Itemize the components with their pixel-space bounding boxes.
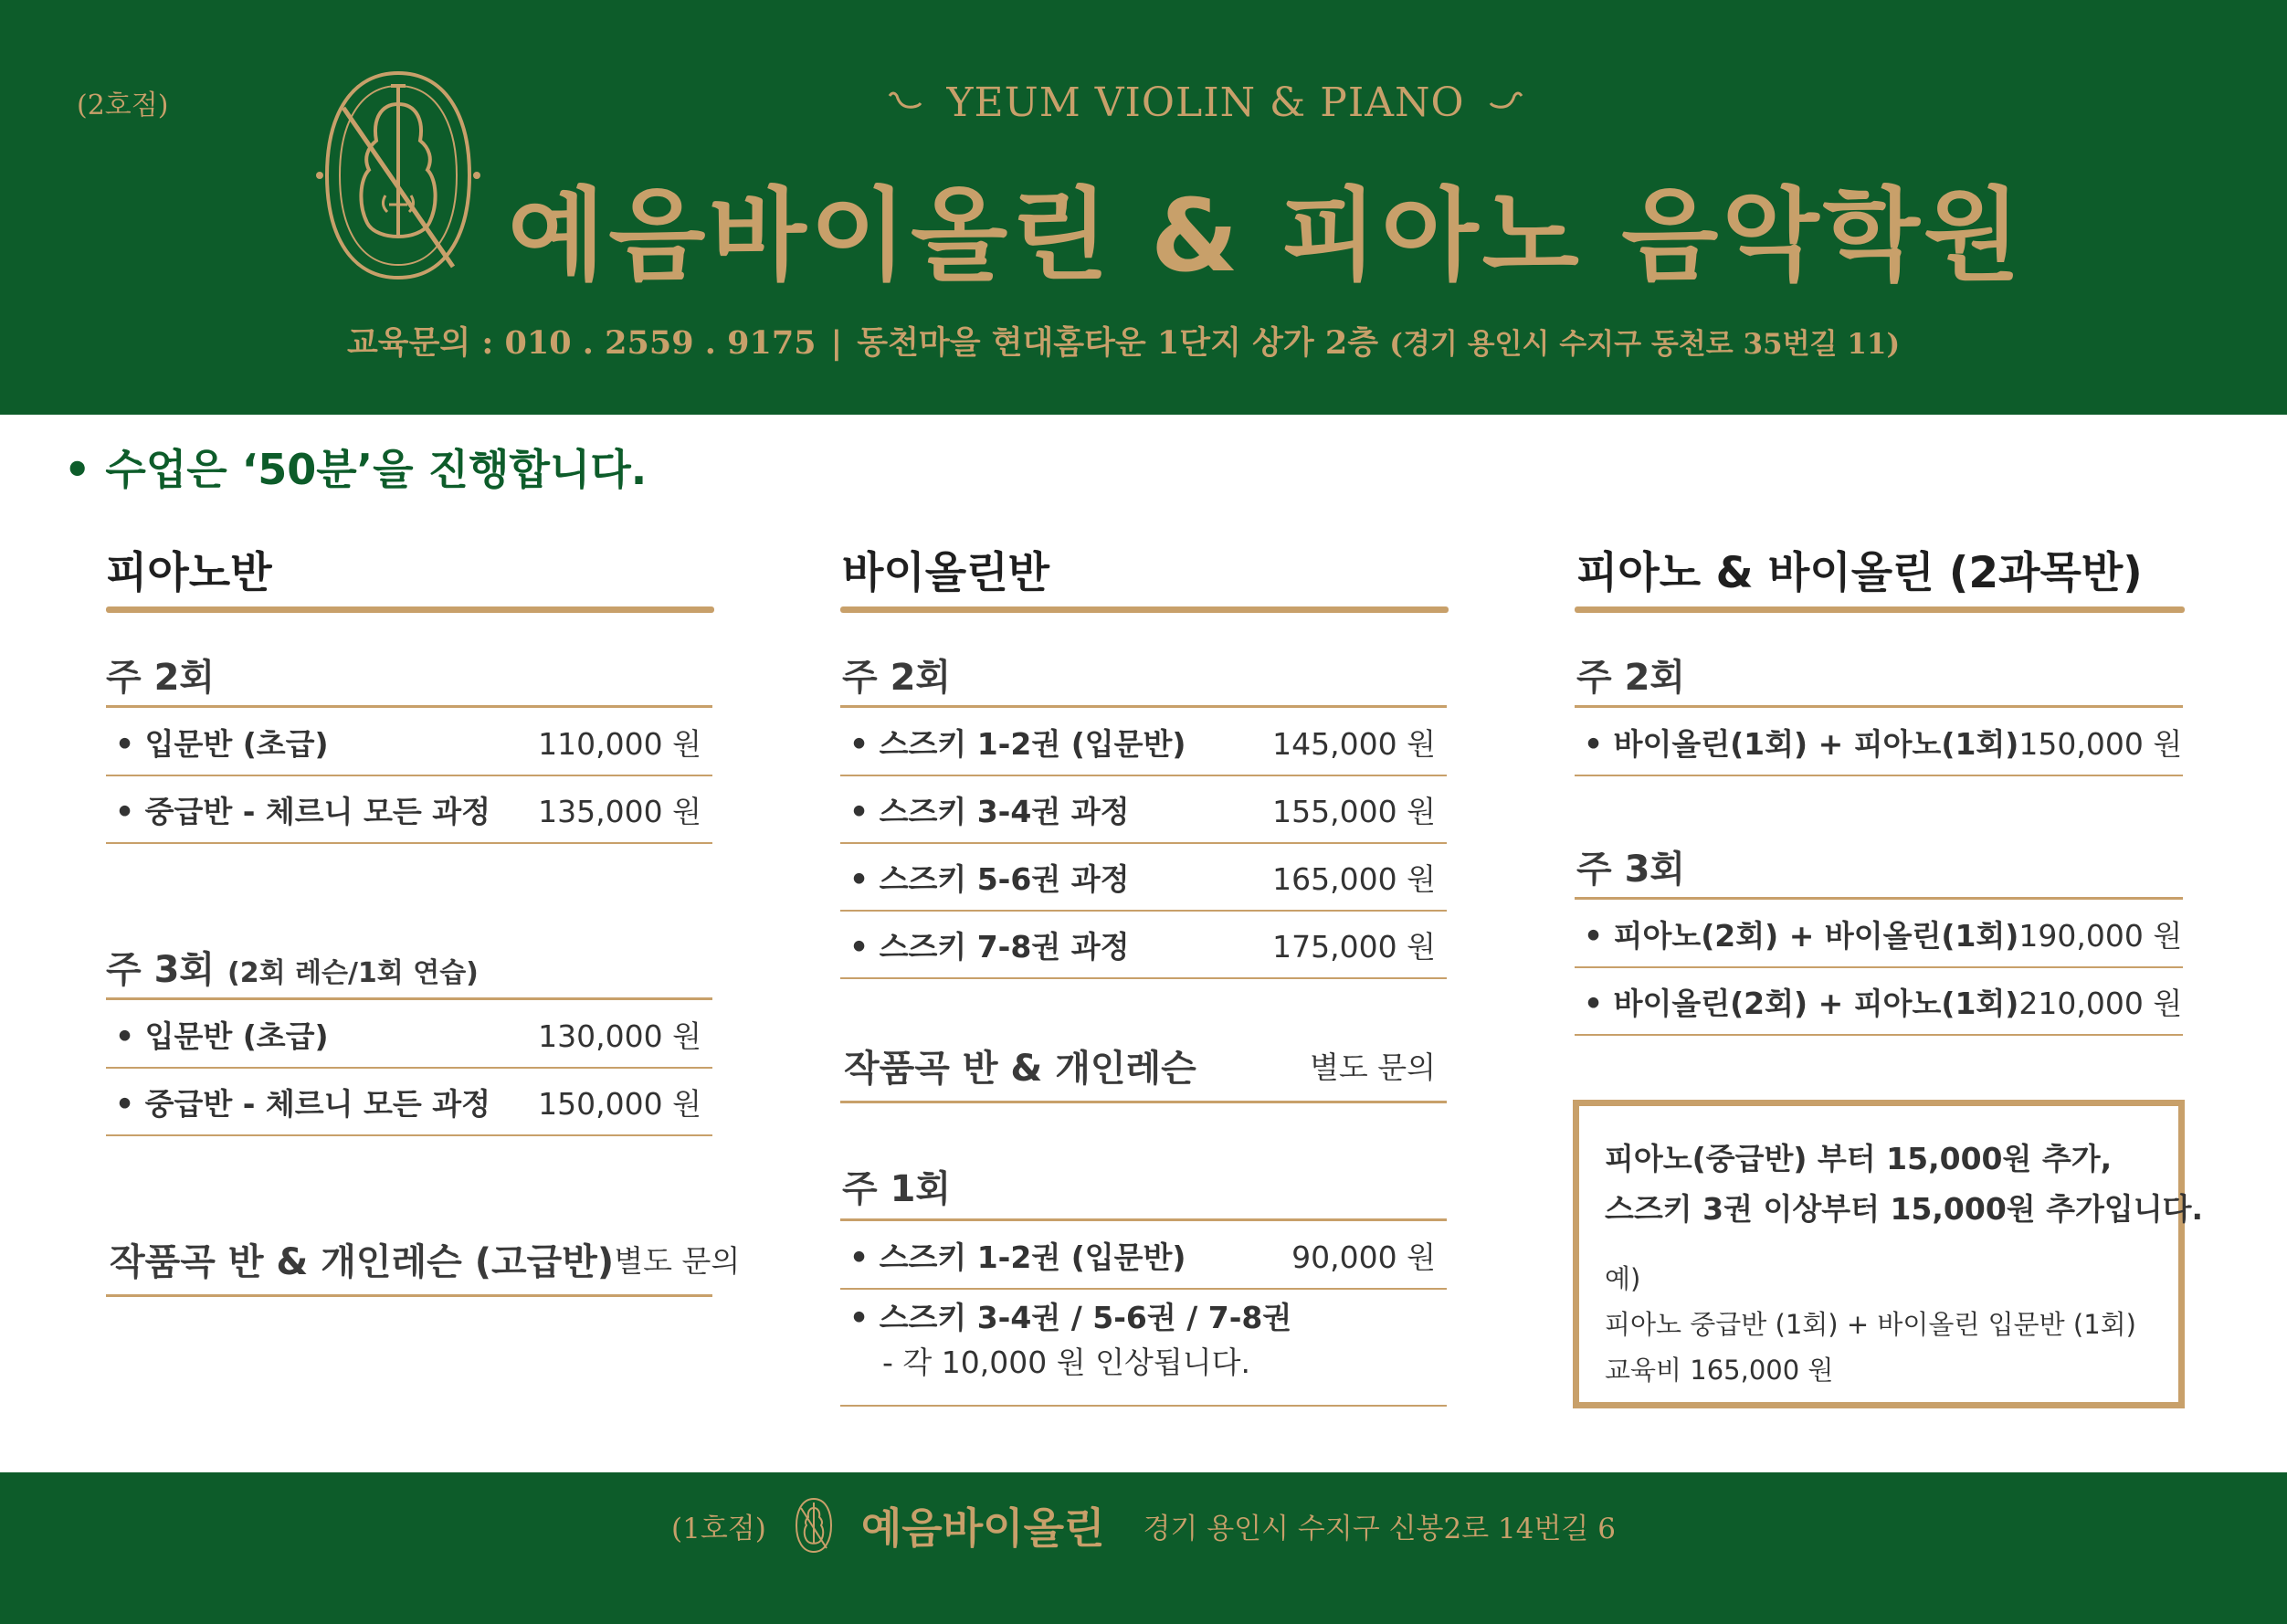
- price-row: [840, 1222, 1447, 1290]
- flourish-left-icon: [886, 89, 922, 116]
- violin-week1-rule: [840, 1218, 1447, 1221]
- violin-week1-title: 주 1회: [842, 1168, 952, 1210]
- course-name: • 스즈키 7-8권 과정: [849, 928, 1130, 965]
- price-row: [106, 1001, 712, 1069]
- flourish-right-icon: [1489, 89, 1525, 116]
- course-price: 135,000 원: [538, 793, 701, 829]
- course-price-note: - 각 10,000 원 인상됩니다.: [882, 1345, 1250, 1380]
- piano-title-rule: [106, 606, 714, 613]
- price-row: [106, 709, 712, 776]
- branch-label: (2호점): [77, 90, 169, 121]
- example-label: 예): [1605, 1263, 1641, 1294]
- academy-title: 예음바이올린 & 피아노 음악학원: [508, 177, 2025, 294]
- combo-week3-rule: [1575, 897, 2183, 900]
- note-line-2: 스즈키 3권 이상부터 15,000원 추가입니다.: [1605, 1191, 2204, 1227]
- course-name: • 스즈키 1-2권 (입문반): [849, 1239, 1186, 1275]
- piano-special-title: 작품곡 반 & 개인레슨 (고급반): [110, 1241, 615, 1283]
- course-name: • 바이올린(1회) + 피아노(1회): [1584, 725, 2019, 762]
- course-price: 210,000 원: [2018, 985, 2183, 1021]
- note-line-1: 피아노(중급반) 부터 15,000원 추가,: [1605, 1141, 2113, 1176]
- combo-week2-rule: [1575, 705, 2183, 708]
- violin-week2-title: 주 2회: [842, 657, 952, 699]
- course-price: 130,000 원: [538, 1018, 701, 1054]
- course-price: 90,000 원: [1291, 1239, 1436, 1275]
- course-name: • 중급반 - 체르니 모든 과정: [115, 793, 491, 829]
- price-row: [1575, 901, 2183, 968]
- course-name: • 피아노(2회) + 바이올린(1회): [1584, 917, 2019, 954]
- contact-separator: |: [830, 324, 843, 362]
- price-row: [840, 776, 1447, 844]
- footer-branch-label: (1호점): [671, 1512, 766, 1545]
- course-price: 190,000 원: [2018, 917, 2183, 954]
- price-row: [840, 709, 1447, 776]
- course-name: • 스즈키 3-4권 / 5-6권 / 7-8권: [849, 1300, 1292, 1335]
- location-text: 동천마을 현대홈타운 1단지 상가 2층: [857, 324, 1379, 362]
- course-price: 145,000 원: [1272, 725, 1436, 762]
- violin-column-title: 바이올린반: [842, 548, 1050, 598]
- combo-week3-title: 주 3회: [1576, 849, 1686, 891]
- address-text: (경기 용인시 수지구 동천로 35번길 11): [1389, 328, 1901, 361]
- contact-line: [347, 318, 1945, 364]
- course-name: • 입문반 (초급): [115, 725, 329, 762]
- price-row: [1575, 968, 2183, 1036]
- course-name: • 스즈키 3-4권 과정: [849, 793, 1130, 829]
- lesson-duration-notice: • 수업은 ‘50분’을 진행합니다.: [64, 445, 648, 494]
- course-name: • 스즈키 1-2권 (입문반): [849, 725, 1186, 762]
- piano-week2-rule: [106, 705, 712, 708]
- contact-phone: 교육문의 : 010 . 2559 . 9175: [347, 324, 817, 362]
- pricing-note-box: [1573, 1100, 2204, 1408]
- piano-week3-subtitle: (2회 레슨/1회 연습): [227, 957, 479, 989]
- price-row: [1575, 709, 2183, 776]
- course-price: 150,000 원: [2018, 725, 2183, 762]
- header-banner: [0, 0, 2287, 415]
- piano-week2-title: 주 2회: [106, 657, 216, 699]
- example-line: 피아노 중급반 (1회) + 바이올린 입문반 (1회): [1605, 1309, 2136, 1340]
- price-row: [106, 1069, 712, 1136]
- course-name: • 중급반 - 체르니 모든 과정: [115, 1085, 491, 1122]
- footer-academy-name: 예음바이올린: [860, 1503, 1105, 1553]
- course-price: 150,000 원: [538, 1085, 701, 1122]
- combo-week2-title: 주 2회: [1576, 657, 1686, 699]
- combo-title-rule: [1575, 606, 2185, 613]
- price-row: [840, 912, 1447, 979]
- english-title: YEUM VIOLIN & PIANO: [946, 79, 1465, 126]
- violin-title-rule: [840, 606, 1449, 613]
- course-name: • 스즈키 5-6권 과정: [849, 860, 1130, 897]
- violin-special-note: 별도 문의: [1309, 1049, 1436, 1085]
- piano-special-note: 별도 문의: [614, 1243, 741, 1279]
- example-fee: 교육비 165,000 원: [1605, 1355, 1834, 1386]
- course-price: 110,000 원: [538, 725, 701, 762]
- price-row: [106, 776, 712, 844]
- violin-week2-rule: [840, 705, 1447, 708]
- piano-column-title: 피아노반: [106, 548, 272, 598]
- violin-special-row: [840, 1030, 1447, 1103]
- piano-week3-label: 주 3회: [106, 949, 216, 991]
- price-row-multi: [840, 1290, 1447, 1407]
- price-row: [840, 844, 1447, 912]
- violin-logo-icon: [794, 1497, 834, 1554]
- piano-week3-title: [106, 941, 479, 993]
- piano-week3-rule: [106, 997, 712, 1000]
- course-name: • 입문반 (초급): [115, 1018, 329, 1054]
- course-price: 165,000 원: [1272, 860, 1436, 897]
- footer-banner: [0, 1472, 2287, 1624]
- course-name: • 바이올린(2회) + 피아노(1회): [1584, 985, 2019, 1021]
- violin-logo-icon: [316, 68, 480, 283]
- course-price: 175,000 원: [1272, 928, 1436, 965]
- piano-special-row: [106, 1224, 741, 1297]
- violin-special-title: 작품곡 반 & 개인레슨: [844, 1048, 1196, 1090]
- footer-address: 경기 용인시 수지구 신봉2로 14번길 6: [1143, 1512, 1616, 1545]
- course-price: 155,000 원: [1272, 793, 1436, 829]
- combo-column-title: 피아노 & 바이올린 (2과목반): [1576, 548, 2143, 598]
